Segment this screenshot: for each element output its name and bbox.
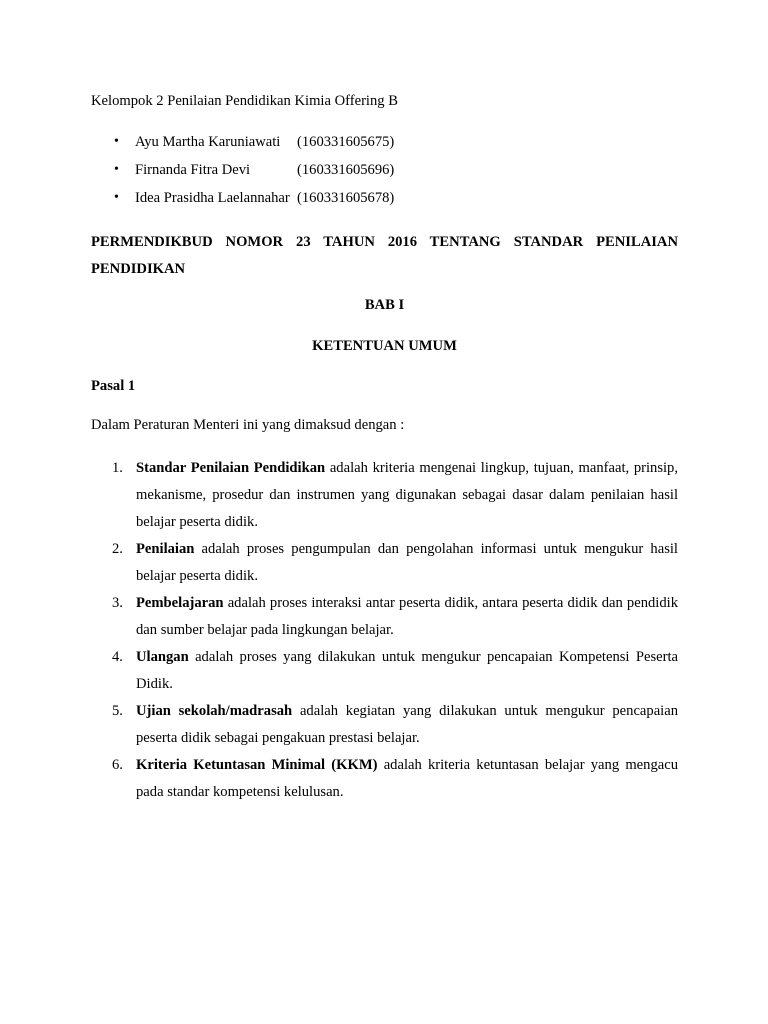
definition-term: Kriteria Ketuntasan Minimal (KKM)	[136, 757, 378, 773]
list-number: 4.	[112, 649, 123, 665]
definition-text: adalah proses pengumpulan dan pengolahan informasi untuk mengukur hasil belajar peserta didik.	[136, 541, 678, 584]
definition-text: adalah proses yang dilakukan untuk mengukur pencapaian Kompetensi Peserta Didik.	[136, 649, 678, 692]
list-number: 1.	[112, 460, 123, 476]
member-nim: (160331605675)	[297, 134, 395, 150]
list-item	[91, 455, 678, 536]
article-heading: Pasal 1	[91, 378, 136, 394]
chapter-title: KETENTUAN UMUM	[312, 338, 457, 354]
member-nim: (160331605678)	[297, 190, 395, 206]
definition-term: Ulangan	[136, 649, 189, 665]
group-title: Kelompok 2 Penilaian Pendidikan Kimia Offering B	[91, 93, 398, 109]
list-number: 6.	[112, 757, 123, 773]
definition-term: Standar Penilaian Pendidikan	[136, 460, 326, 476]
definition-text: adalah kriteria mengenai lingkup, tujuan, manfaat, prinsip, mekanisme, prosedur dan instrumen yang digunakan sebagai dasar dalam penilaian hasil belajar peserta didik.	[136, 460, 679, 530]
bullet-icon: •	[114, 134, 119, 149]
intro-text: Dalam Peraturan Menteri ini yang dimaksud dengan :	[91, 417, 405, 433]
definition-text: adalah kriteria ketuntasan belajar yang mengacu pada standar kompetensi kelulusan.	[136, 757, 678, 800]
definition-text: adalah proses interaksi antar peserta didik, antara peserta didik dan pendidik dan sumber belajar pada lingkungan belajar.	[136, 595, 678, 638]
list-item	[91, 644, 678, 698]
list-item	[91, 590, 678, 644]
bullet-icon: •	[114, 162, 119, 177]
definition-text: adalah kegiatan yang dilakukan untuk mengukur pencapaian peserta didik sebagai pengakuan prestasi belajar.	[136, 703, 679, 746]
document-title: PERMENDIKBUD NOMOR 23 TAHUN 2016 TENTANG STANDAR PENILAIAN PENDIDIKAN	[91, 234, 678, 277]
member-name: Firnanda Fitra Devi	[135, 162, 251, 178]
chapter-heading: BAB I	[364, 297, 405, 313]
list-item	[91, 536, 678, 590]
list-number: 3.	[112, 595, 123, 611]
list-item	[91, 752, 678, 806]
list-number: 5.	[112, 703, 123, 719]
definition-term: Ujian sekolah/madrasah	[136, 703, 293, 719]
list-number: 2.	[112, 541, 123, 557]
bullet-icon: •	[114, 190, 119, 205]
definition-term: Pembelajaran	[136, 595, 224, 611]
definition-list	[91, 455, 678, 806]
definition-term: Penilaian	[136, 541, 195, 557]
member-name: Ayu Martha Karuniawati	[135, 134, 281, 150]
member-nim: (160331605696)	[297, 162, 395, 178]
list-item	[91, 698, 678, 752]
member-name: Idea Prasidha Laelannahar	[135, 190, 290, 206]
